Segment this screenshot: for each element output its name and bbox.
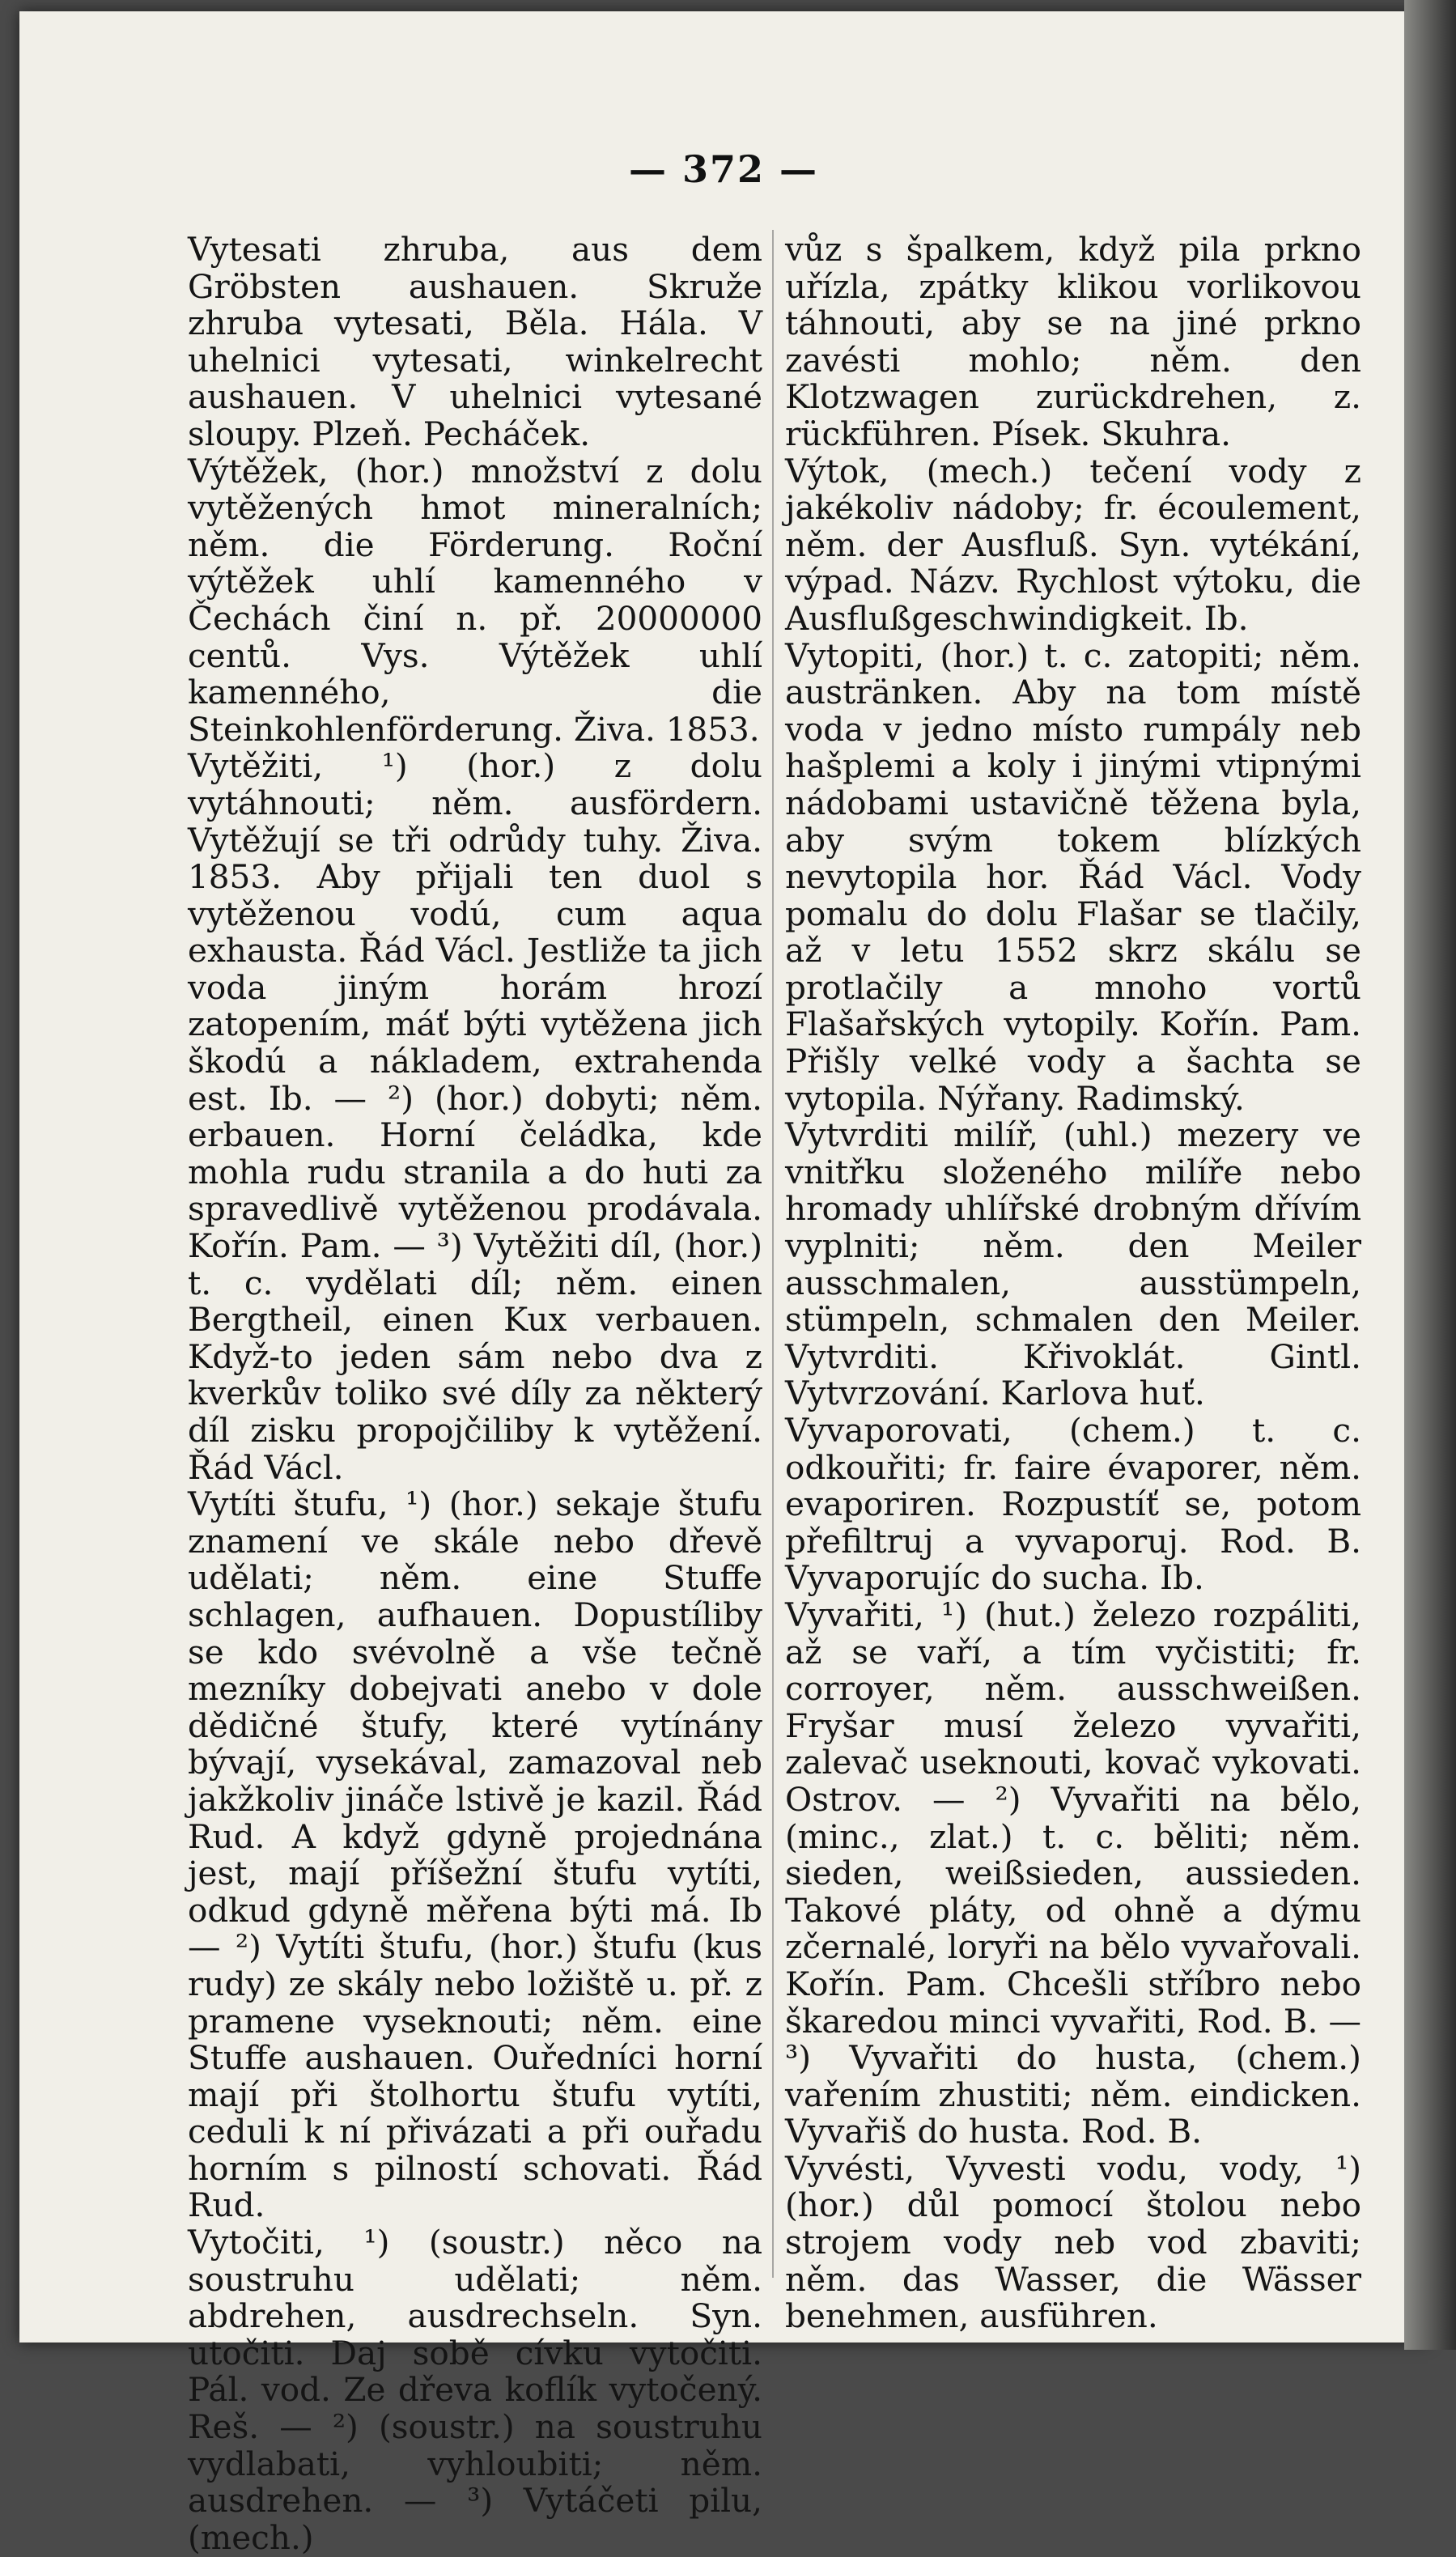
- entry-vytesati: Vytesati zhruba, aus dem Gröbsten aushauen. Skruže zhruba vytesati, Běla. Hála. V uhelnici vytesati, winkelrecht aushauen. V uhelnici vytesané sloupy. Plzeň. Pecháček.: [188, 230, 762, 453]
- entry-vyvesti-vodu: Vyvésti, Vyvesti vodu, vody, ¹) (hor.) důl pomocí štolou nebo strojem vody neb vod zbaviti; něm. das Wasser, die Wässer benehmen, ausführen.: [785, 2148, 1361, 2336]
- entry-vytezek: Výtěžek, (hor.) množství z dolu vytěžených hmot mineralních; něm. die Förderung. Roční výtěžek uhlí kamenného v Čechách činí n. př. 20000000 centů. Vys. Výtěžek uhlí kamenného, die Steinkohlenförderung. Živa. 1853.: [188, 451, 762, 749]
- page-number: — 372 —: [628, 147, 819, 191]
- entry-vytvrditi-milir: Vytvrditi milíř, (uhl.) mezery ve vnitřku složeného milíře nebo hromady uhlířské drobným dřívím vyplniti; něm. den Meiler ausschmalen, ausstümpeln, stümpeln, schmalen den Meiler. Vytvrditi. Křivoklát. Gintl. Vytvrzování. Karlova huť.: [785, 1115, 1361, 1413]
- scanned-page: [19, 11, 1428, 2557]
- entry-vyvariti: Vyvařiti, ¹) (hut.) železo rozpáliti, až se vaří, a tím vyčistiti; fr. corroyer, něm. ausschweißen. Fryšar musí železo vyvařiti, zalevač useknouti, kovač vykovati. Ostrov. — ²) Vyvařiti na bělo, (minc., zlat.) t. c. běliti; něm. sieden, weißsieden, aussieden. Takové pláty, od ohně a dýmu zčernalé, loryři na bělo vyvařovali. Kořín. Pam. Chcešli stříbro nebo škaredou minci vyvařiti, Rod. B. — ³) Vyvařiti do husta, (chem.) vařením zhustiti; něm. eindicken. Vyvařiš do husta. Rod. B.: [785, 1595, 1361, 2151]
- entry-vyvaporovati: Vyvaporovati, (chem.) t. c. odkouřiti; fr. faire évaporer, něm. evaporiren. Rozpustíť se, potom přefiltruj a vyvaporuj. Rod. B. Vyvaporujíc do sucha. Ib.: [785, 1411, 1361, 1598]
- entry-vytaceti-pilu-cont: vůz s špalkem, když pila prkno uřízla, zpátky klikou vorlikovou táhnouti, aby se na jiné prkno zavésti mohlo; něm. den Klotzwagen zurückdrehen, z. rückführen. Písek. Skuhra.: [785, 230, 1361, 453]
- entry-vytociti: Vytočiti, ¹) (soustr.) něco na soustruhu udělati; něm. abdrehen, ausdrechseln. Syn. utočiti. Daj sobě cívku vytočiti. Pál. vod. Ze dřeva koflík vytočený. Reš. — ²) (soustr.) na soustruhu vydlabati, vyhloubiti; něm. ausdrehen. — ³) Vytáčeti pilu, (mech.): [188, 2223, 762, 2557]
- entry-vytok: Výtok, (mech.) tečení vody z jakékoliv nádoby; fr. écoulement, něm. der Ausfluß. Syn. vytékání, výpad. Názv. Rychlost výtoku, die Ausflußgeschwindigkeit. Ib.: [785, 451, 1361, 638]
- scan-edge-shadow: [1404, 0, 1456, 2350]
- entry-vytiti-stufu: Vytíti štufu, ¹) (hor.) sekaje štufu znamení ve skále nebo dřevě udělati; něm. eine Stuffe schlagen, aufhauen. Dopustíliby se kdo svévolně a vše tečně mezníky dobejvati anebo v dole dědičné štufy, které vytínány bývají, vysekával, zamazoval neb jakžkoliv jináče lstivě je kazil. Řád Rud. A když gdyně projednána jest, mají příšežní štufu vytíti, odkud gdyně měřena býti má. Ib — ²) Vytíti štufu, (hor.) štufu (kus rudy) ze skály nebo ložiště u. př. z pramene vyseknouti; něm. eine Stuffe aushauen. Ouředníci horní mají při štolhortu štufu vytíti, ceduli k ní přivázati a při ouřadu horním s pilností schovati. Řád Rud.: [188, 1485, 762, 2225]
- right-column: [785, 231, 1361, 2335]
- entry-vytoziti: Vytěžiti, ¹) (hor.) z dolu vytáhnouti; něm. ausfördern. Vytěžují se tři odrůdy tuhy. Živa. 1853. Aby přijali ten duol s vytěženou vodú, cum aqua exhausta. Řád Václ. Jestliže ta jich voda jiným horám hrozí zatopením, máť býti vytěžena jich škodú a nákladem, extrahenda est. Ib. — ²) (hor.) dobyti; něm. erbauen. Horní čeládka, kde mohla rudu stranila a do huti za spravedlivě vytěženou prodávala. Kořín. Pam. — ³) Vytěžiti díl, (hor.) t. c. vydělati díl; něm. einen Bergtheil, einen Kux verbauen. Když-to jeden sám nebo dva z kverkův toliko své díly za některý díl zisku propojčiliby k vytěžení. Řád Václ.: [188, 746, 762, 1487]
- column-divider: [772, 230, 774, 2278]
- left-column: [188, 231, 762, 2556]
- entry-vytopiti: Vytopiti, (hor.) t. c. zatopiti; něm. austränken. Aby na tom místě voda v jedno místo rumpály neb hašplemi a koly i jinými vtipnými nádobami ustavičně těžena byla, aby svým tokem blízkých nevytopila hor. Řád Václ. Vody pomalu do dolu Flašar se tlačily, až v letu 1552 skrz skálu se protlačily a mnoho vortů Flašařských vytopily. Kořín. Pam. Přišly velké vody a šachta se vytopila. Nýřany. Radimský.: [785, 635, 1361, 1118]
